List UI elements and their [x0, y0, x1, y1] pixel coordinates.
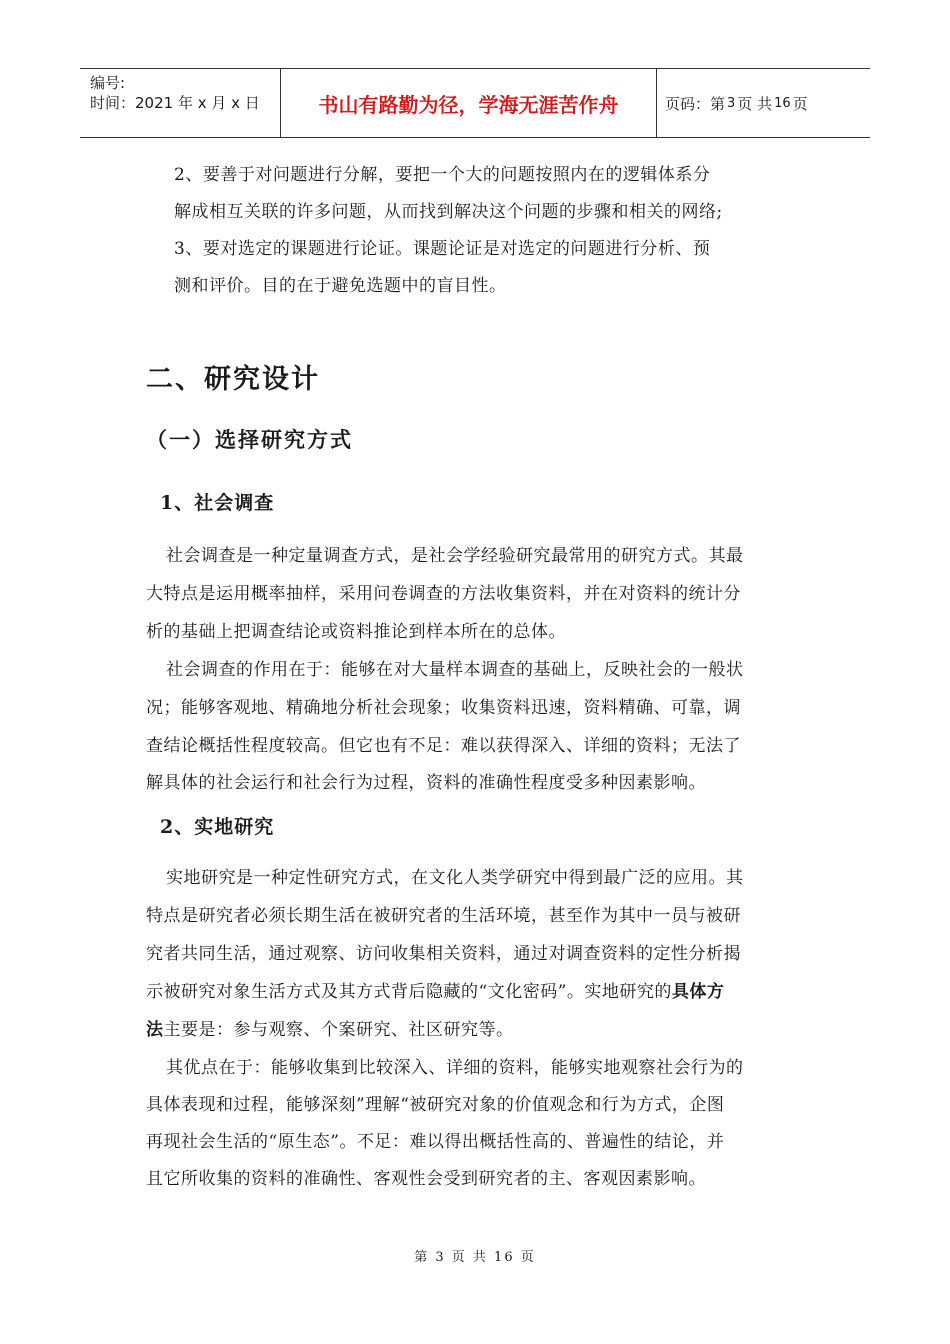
part1-para2-line: 解具体的社会运行和社会行为过程，资料的准确性程度受多种因素影响。 — [146, 773, 706, 793]
part2-para2-line: 再现社会生活的“原生态”。不足：难以得出概括性高的、普遍性的结论，并 — [146, 1132, 725, 1152]
part2-para1-line — [146, 977, 724, 1002]
intro-line: 3、要对选定的课题进行论证。课题论证是对选定的问题进行分析、预 — [174, 239, 711, 259]
header-page-total: 16 — [774, 95, 791, 111]
part1-para2-line: 社会调查的作用在于：能够在对大量样本调查的基础上，反映社会的一般状 — [166, 660, 744, 680]
part2-para1-line4-text: 示被研究对象生活方式及其方式背后隐藏的“文化密码”。实地研究的 — [146, 982, 672, 1002]
intro-line: 解成相互关联的许多问题，从而找到解决这个问题的步骤和相关的网络; — [174, 202, 723, 222]
intro-line: 2、要善于对问题进行分解，要把一个大的问题按照内在的逻辑体系分 — [174, 165, 711, 185]
intro-line: 测和评价。目的在于避免选题中的盲目性。 — [174, 276, 507, 296]
part2-para2-line: 具体表现和过程，能够深刻”理解“被研究对象的价值观念和行为方式，企图 — [146, 1095, 725, 1115]
page-footer: 第 3 页 共 16 页 — [414, 1250, 536, 1265]
part2-para1-line5-text: 主要是：参与观察、个案研究、社区研究等。 — [163, 1020, 514, 1040]
part1-para2-line: 况；能够客观地、精确地分析社会现象；收集资料迅速，资料精确、可靠，调 — [146, 698, 741, 718]
part1-para1-line: 析的基础上把调查结论或资料推论到样本所在的总体。 — [146, 622, 566, 642]
part2-para1-line — [146, 1015, 514, 1040]
part2-emphasis: 法 — [146, 1020, 164, 1040]
part2-title: 2、实地研究 — [160, 816, 275, 838]
section-title: 二、研究设计 — [146, 364, 320, 395]
header-page-label-c: 页 — [792, 94, 808, 113]
part2-emphasis: 具体方 — [671, 982, 725, 1002]
part1-para2-line: 查结论概括性程度较高。但它也有不足：难以获得深入、详细的资料；无法了 — [146, 736, 741, 756]
page-header — [80, 68, 870, 138]
subsection-title: （一）选择研究方式 — [146, 428, 353, 452]
header-motto: 书山有路勤为径，学海无涯苦作舟 — [281, 69, 657, 137]
part2-para2-line: 其优点在于：能够收集到比较深入、详细的资料，能够实地观察社会行为的 — [166, 1058, 744, 1078]
header-time-label: 时间：2021 年 x 月 x 日 — [90, 94, 260, 112]
part1-title: 1、社会调查 — [160, 492, 275, 514]
part2-para1-line: 特点是研究者必须长期生活在被研究者的生活环境，甚至作为其中一员与被研 — [146, 906, 741, 926]
header-page-label-b: 页 共 — [737, 94, 773, 113]
header-info-cell — [80, 69, 281, 137]
part2-para2-line: 且它所收集的资料的准确性、客观性会受到研究者的主、客观因素影响。 — [146, 1169, 706, 1189]
part1-para1-line: 大特点是运用概率抽样，采用问卷调查的方法收集资料，并在对资料的统计分 — [146, 584, 741, 604]
part2-para1-line: 究者共同生活，通过观察、访问收集相关资料，通过对调查资料的定性分析揭 — [146, 944, 741, 964]
part2-para1-line: 实地研究是一种定性研究方式，在文化人类学研究中得到最广泛的应用。其 — [166, 868, 744, 888]
header-number-label: 编号: — [90, 74, 126, 92]
header-page-cell — [657, 69, 870, 137]
part1-para1-line: 社会调查是一种定量调查方式，是社会学经验研究最常用的研究方式。其最 — [166, 546, 744, 566]
header-page-label-a: 页码：第 — [665, 94, 726, 113]
header-page-number: 3 — [727, 95, 736, 111]
